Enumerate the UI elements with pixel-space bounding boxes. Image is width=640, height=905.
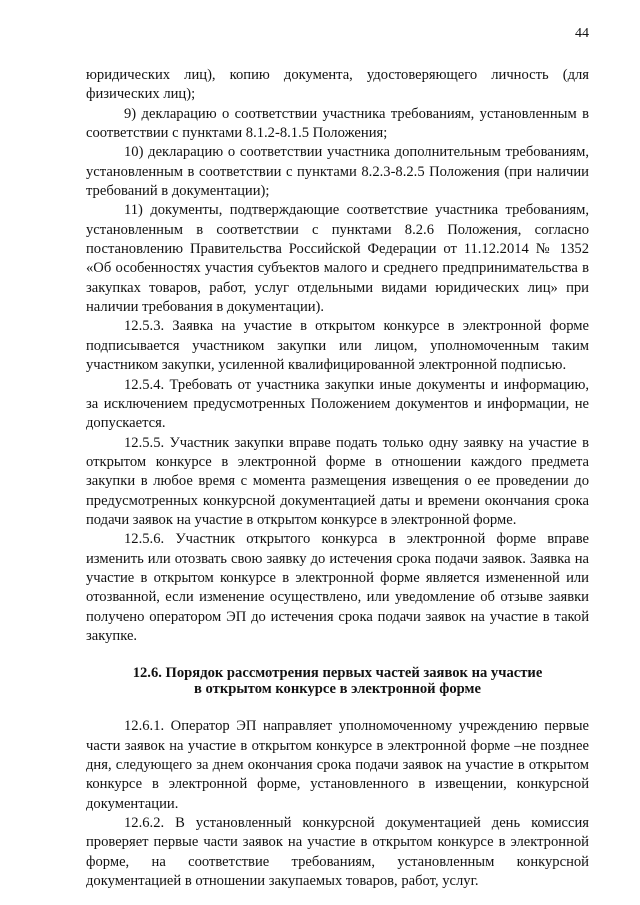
paragraph-12-5-5: 12.5.5. Участник закупки вправе подать только одну заявку на участие в открытом конкурсе в электронной форме в отношении каждого предмета закупки в любое время с момента размещения извещения о ее проведении до предусмотренных конкурсной документацией даты и времени окончания срока подачи заявок на участие в открытом конкурсе в электронной форме.	[86, 434, 589, 528]
paragraph-12-5-4: 12.5.4. Требовать от участника закупки иные документы и информацию, за исключением предусмотренных Положением документов и информации, не допускается.	[86, 376, 589, 432]
section-heading-line-1: 12.6. Порядок рассмотрения первых частей заявок на участие	[132, 665, 543, 682]
section-heading-12-6	[86, 665, 589, 697]
paragraph-continuation: юридических лиц), копию документа, удостоверяющего личность (для физических лиц);	[86, 67, 589, 103]
paragraph-12-5-3: 12.5.3. Заявка на участие в открытом конкурсе в электронной форме подписывается участником закупки или лицом, уполномоченным таким участником закупки, усиленной квалифицированной электронной подписью.	[86, 318, 589, 374]
paragraph-item-10: 10) декларацию о соответствии участника дополнительным требованиям, установленным в соответствии с пунктами 8.2.3-8.2.5 Положения (при наличии требований в документации);	[86, 144, 589, 200]
paragraph-12-6-2: 12.6.2. В установленный конкурсной документацией день комиссия проверяет первые части заявок на участие в открытом конкурсе в электронной форме, на соответствие требованиям, установленным конкурсной документацией в отношении закупаемых товаров, работ, услуг.	[86, 815, 589, 890]
page-number: 44	[575, 26, 589, 41]
document-body	[86, 66, 589, 891]
paragraph-12-6-1: 12.6.1. Оператор ЭП направляет уполномоченному учреждению первые части заявок на участие в открытом конкурсе в электронной форме –не позднее дня, следующего за днем окончания срока подачи заявок на участие в открытом конкурсе в электронной форме, установленного в извещении, конкурсной документации.	[86, 718, 589, 812]
paragraph-item-9: 9) декларацию о соответствии участника требованиям, установленным в соответствии с пунктами 8.1.2-8.1.5 Положения;	[86, 105, 589, 142]
paragraph-12-5-6: 12.5.6. Участник открытого конкурса в электронной форме вправе изменить или отозвать свою заявку до истечения срока подачи заявок. Заявка на участие в открытом конкурсе в электронной форме является измененной или отозванной, если изменение осуществлено, или уведомление об отзыве заявки получено оператором ЭП до истечения срока подачи заявок на участие в такой закупке.	[86, 531, 589, 644]
section-heading-line-2: в открытом конкурсе в электронной форме	[194, 681, 481, 698]
paragraph-item-11: 11) документы, подтверждающие соответствие участника требованиям, установленным в соответствии с пунктами 8.2.6 Положения, согласно постановлению Правительства Российской Федерации от 11.12.2014 № 1352 «Об особенностях участия субъектов малого и среднего предпринимательства в закупках товаров, работ, услуг отдельными видами юридических лиц» при наличии требования в документации).	[86, 202, 589, 316]
